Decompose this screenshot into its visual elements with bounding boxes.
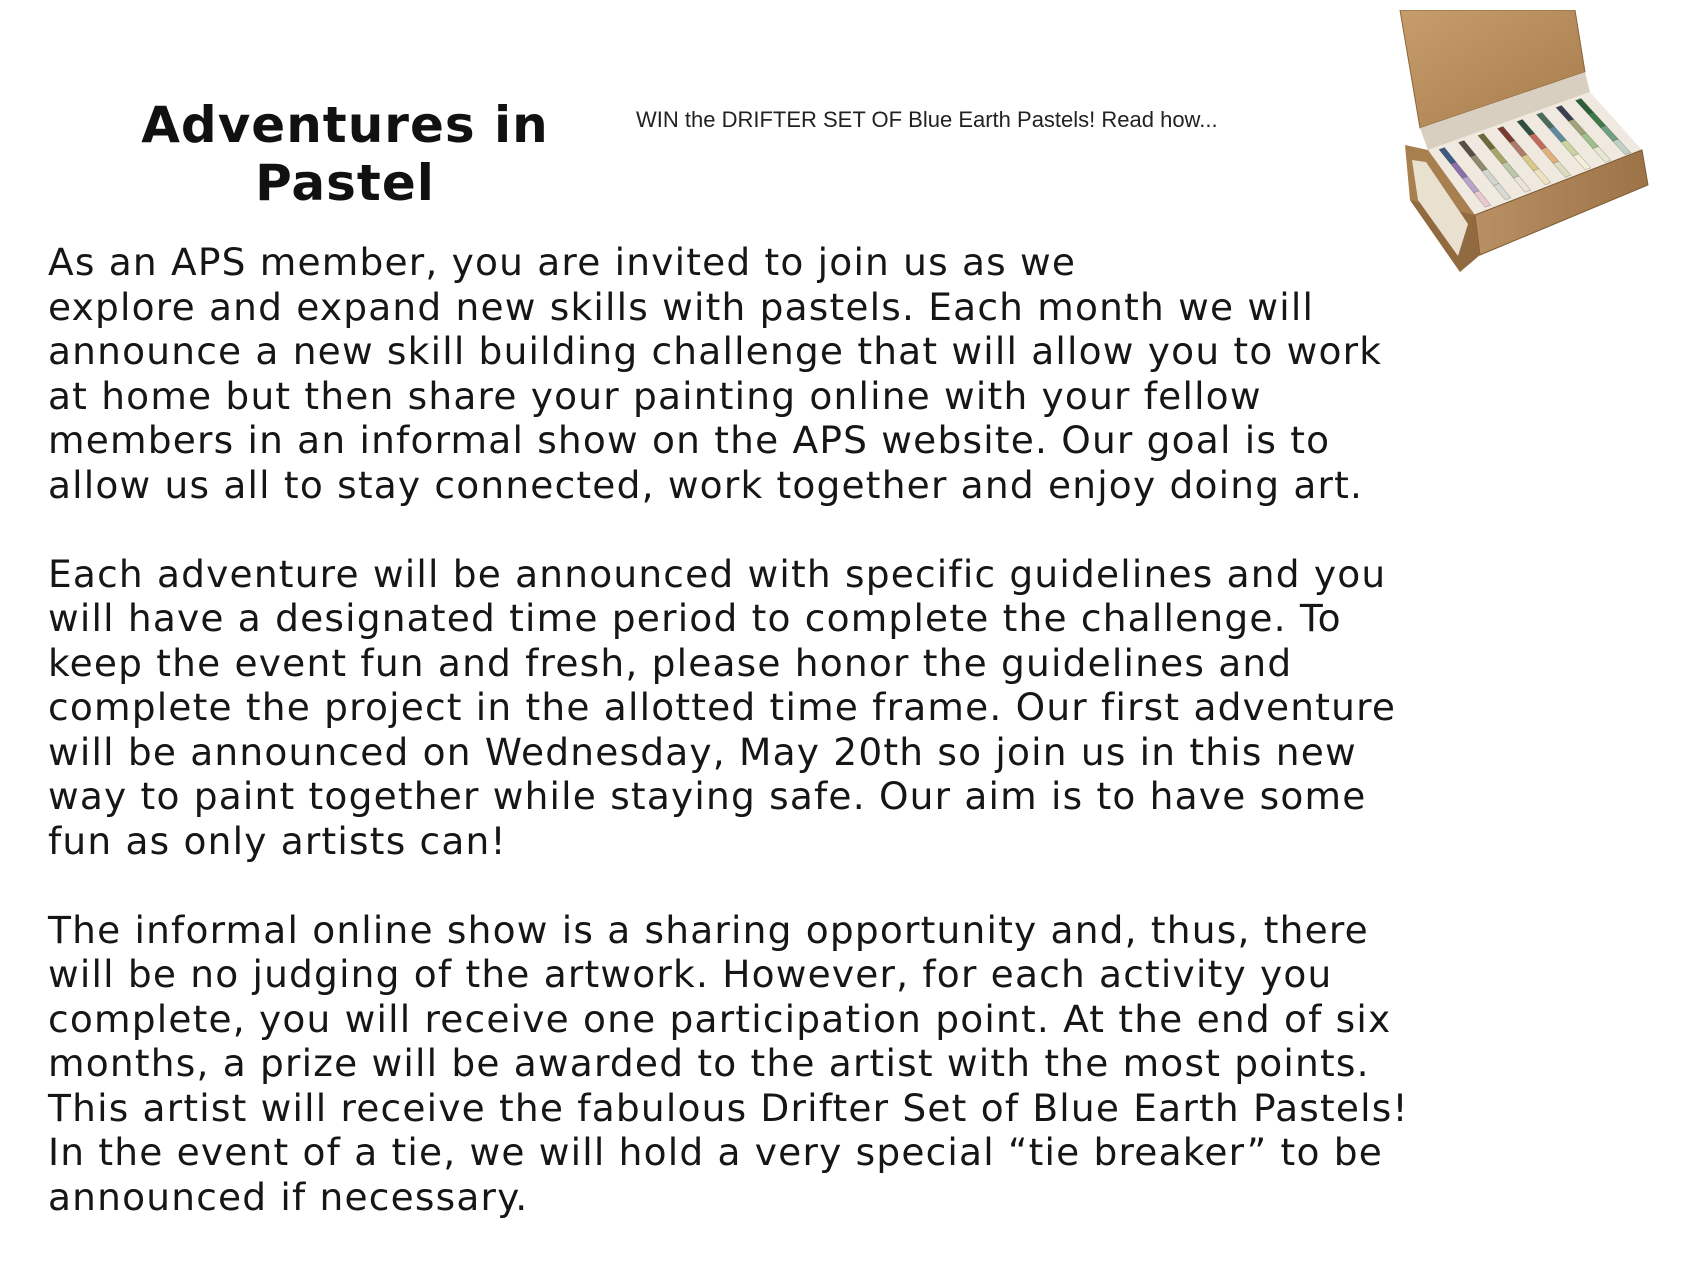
text-line: months, a prize will be awarded to the artist with the most points. <box>48 1041 1370 1085</box>
paragraph-guidelines <box>48 552 1678 864</box>
text-line: keep the event fun and fresh, please honor the guidelines and <box>48 640 1293 685</box>
text-line: This artist will receive the fabulous Drifter Set of Blue Earth Pastels! <box>48 1085 1409 1130</box>
text-line: allow us all to stay connected, work together and enjoy doing art. <box>48 462 1364 507</box>
page-title <box>120 96 570 212</box>
text-line: announced if necessary. <box>48 1174 529 1219</box>
title-line-1: Adventures in <box>141 96 549 154</box>
text-line: complete, you will receive one participation point. At the end of six <box>48 996 1392 1041</box>
prize-announcement[interactable]: WIN the DRIFTER SET OF Blue Earth Pastels! Read how... <box>636 107 1218 132</box>
text-line: fun as only artists can! <box>48 818 507 863</box>
text-line: announce a new skill building challenge that will allow you to work <box>48 329 1383 373</box>
text-line: The informal online show is a sharing opportunity and, thus, there <box>48 907 1369 952</box>
pastel-box-icon <box>1380 10 1660 272</box>
paragraph-prize <box>48 908 1678 1220</box>
pastel-box-image <box>1380 10 1660 272</box>
body-text <box>48 240 1678 1264</box>
text-line: members in an informal show on the APS website. Our goal is to <box>48 418 1331 462</box>
text-line: As an APS member, you are invited to join us as we <box>48 240 1077 284</box>
text-line: at home but then share your painting online with your fellow <box>48 373 1262 418</box>
text-line: way to paint together while staying safe. Our aim is to have some <box>48 774 1367 818</box>
text-line: complete the project in the allotted time frame. Our first adventure <box>48 685 1397 729</box>
paragraph-intro <box>48 240 1678 507</box>
title-line-2: Pastel <box>255 154 435 212</box>
text-line: will be announced on Wednesday, May 20th so join us in this new <box>48 729 1357 774</box>
text-line: explore and expand new skills with pastels. Each month we will <box>48 284 1315 329</box>
text-line: Each adventure will be announced with specific guidelines and you <box>48 551 1387 596</box>
text-line: In the event of a tie, we will hold a very special “tie breaker” to be <box>48 1130 1383 1174</box>
text-line: will have a designated time period to complete the challenge. To <box>48 596 1342 640</box>
text-line: will be no judging of the artwork. However, for each activity you <box>48 952 1333 996</box>
